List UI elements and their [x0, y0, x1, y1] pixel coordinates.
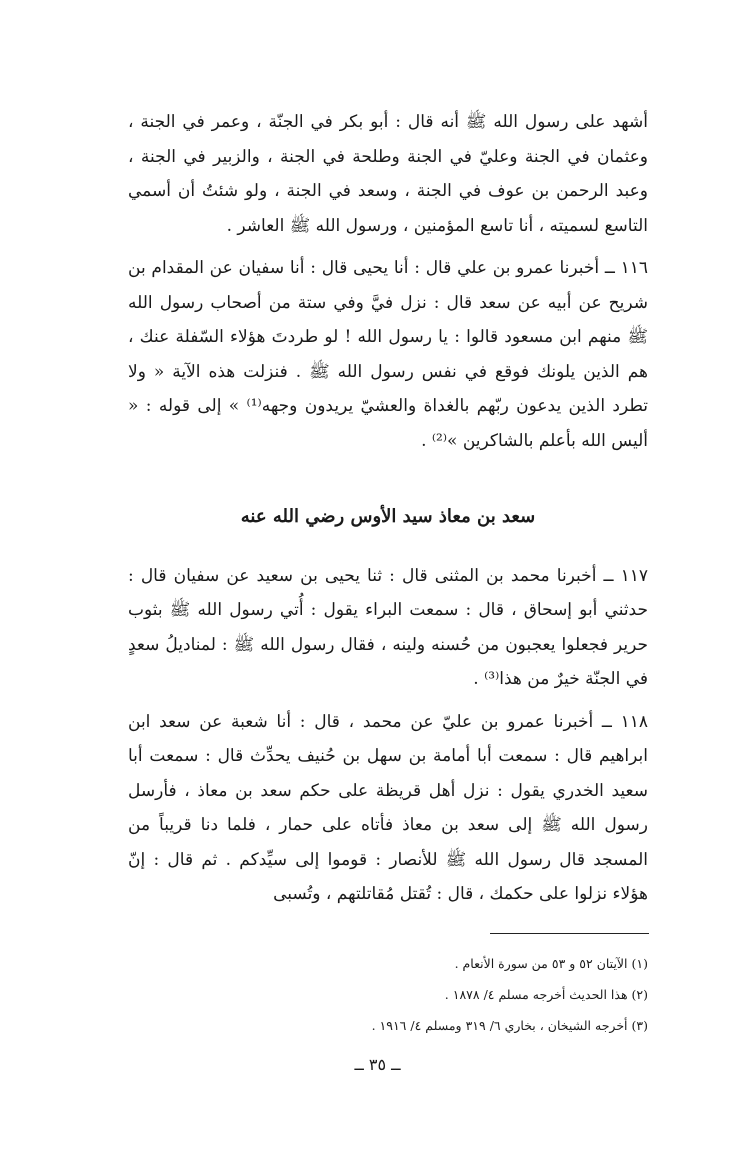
footnote-3: (٣) أخرجه الشيخان ، بخاري ٦/ ٣١٩ ومسلم ٤/ ١٩١٦ . — [371, 1018, 648, 1033]
main-text — [128, 105, 648, 912]
paragraph-117: ١١٧ ــ أخبرنا محمد بن المثنى قال : ثنا يحيى بن سعيد عن سفيان قال : حدثني أبو إسحاق ، قال : سمعت البراء يقول : أُتي رسول الله ﷺ بثوب حرير فجعلوا يعجبون من حُسنه ولينه ، فقال رسول الله ﷺ : لمناديلُ سعدٍ في الجنّة خيرٌ من هذا⁽³⁾ . — [128, 565, 648, 689]
paragraph-116: ١١٦ ــ أخبرنا عمرو بن علي قال : أنا يحيى قال : أنا سفيان عن المقدام بن شريح عن أبيه عن سعد قال : نزل فيَّ وفي ستة من أصحاب رسول الله ﷺ منهم ابن مسعود قالوا : يا رسول الله ! لو طردتَ هؤلاء السّفلة عنك ، هم الذين يلونك فوقع في نفس رسول الله ﷺ . فنزلت هذه الآية « ولا تطرد الذين يدعون ربّهم بالغداة والعشيّ يريدون وجهه⁽¹⁾ » إلى قوله : « أليس الله بأعلم بالشاكرين »⁽²⁾ . — [128, 258, 649, 451]
footnote-2: (٢) هذا الحديث أخرجه مسلم ٤/ ١٨٧٨ . — [444, 987, 648, 1002]
footnote-divider — [490, 933, 649, 934]
page-number: ــ ٣٥ ــ — [354, 1055, 401, 1074]
footnotes — [128, 948, 648, 1041]
section-heading: سعد بن معاذ سيد الأوس رضي الله عنه — [240, 506, 536, 527]
paragraph-hadith-end: أشهد على رسول الله ﷺ أنه قال : أبو بكر في الجنّة ، وعمر في الجنة ، وعثمان في الجنة وعليّ في الجنة وطلحة في الجنة ، والزبير في الجنة ، وعبد الرحمن بن عوف في الجنة ، وسعد في الجنة ، ولو شئتُ أن أسمي التاسع لسميته ، أنا تاسع المؤمنين ، ورسول الله ﷺ العاشر . — [128, 112, 648, 236]
paragraph-118: ١١٨ ــ أخبرنا عمرو بن عليّ عن محمد ، قال : أنا شعبة عن سعد ابن ابراهيم قال : سمعت أبا أمامة بن سهل بن حُنيف يحدِّث قال : سمعت أبا سعيد الخدري يقول : نزل أهل قريظة على حكم سعد بن معاذ ، فأرسل رسول الله ﷺ إلى سعد بن معاذ فأتاه على حمار ، فلما دنا قريباً من المسجد قال رسول الله ﷺ للأنصار : قوموا إلى سيِّدكم . ثم قال : إنّ هؤلاء نزلوا على حكمك ، قال : تُقتل مُقاتلتهم ، وتُسبى — [128, 711, 648, 904]
footnote-1: (١) الآيتان ٥٢ و ٥٣ من سورة الأنعام . — [454, 956, 648, 971]
